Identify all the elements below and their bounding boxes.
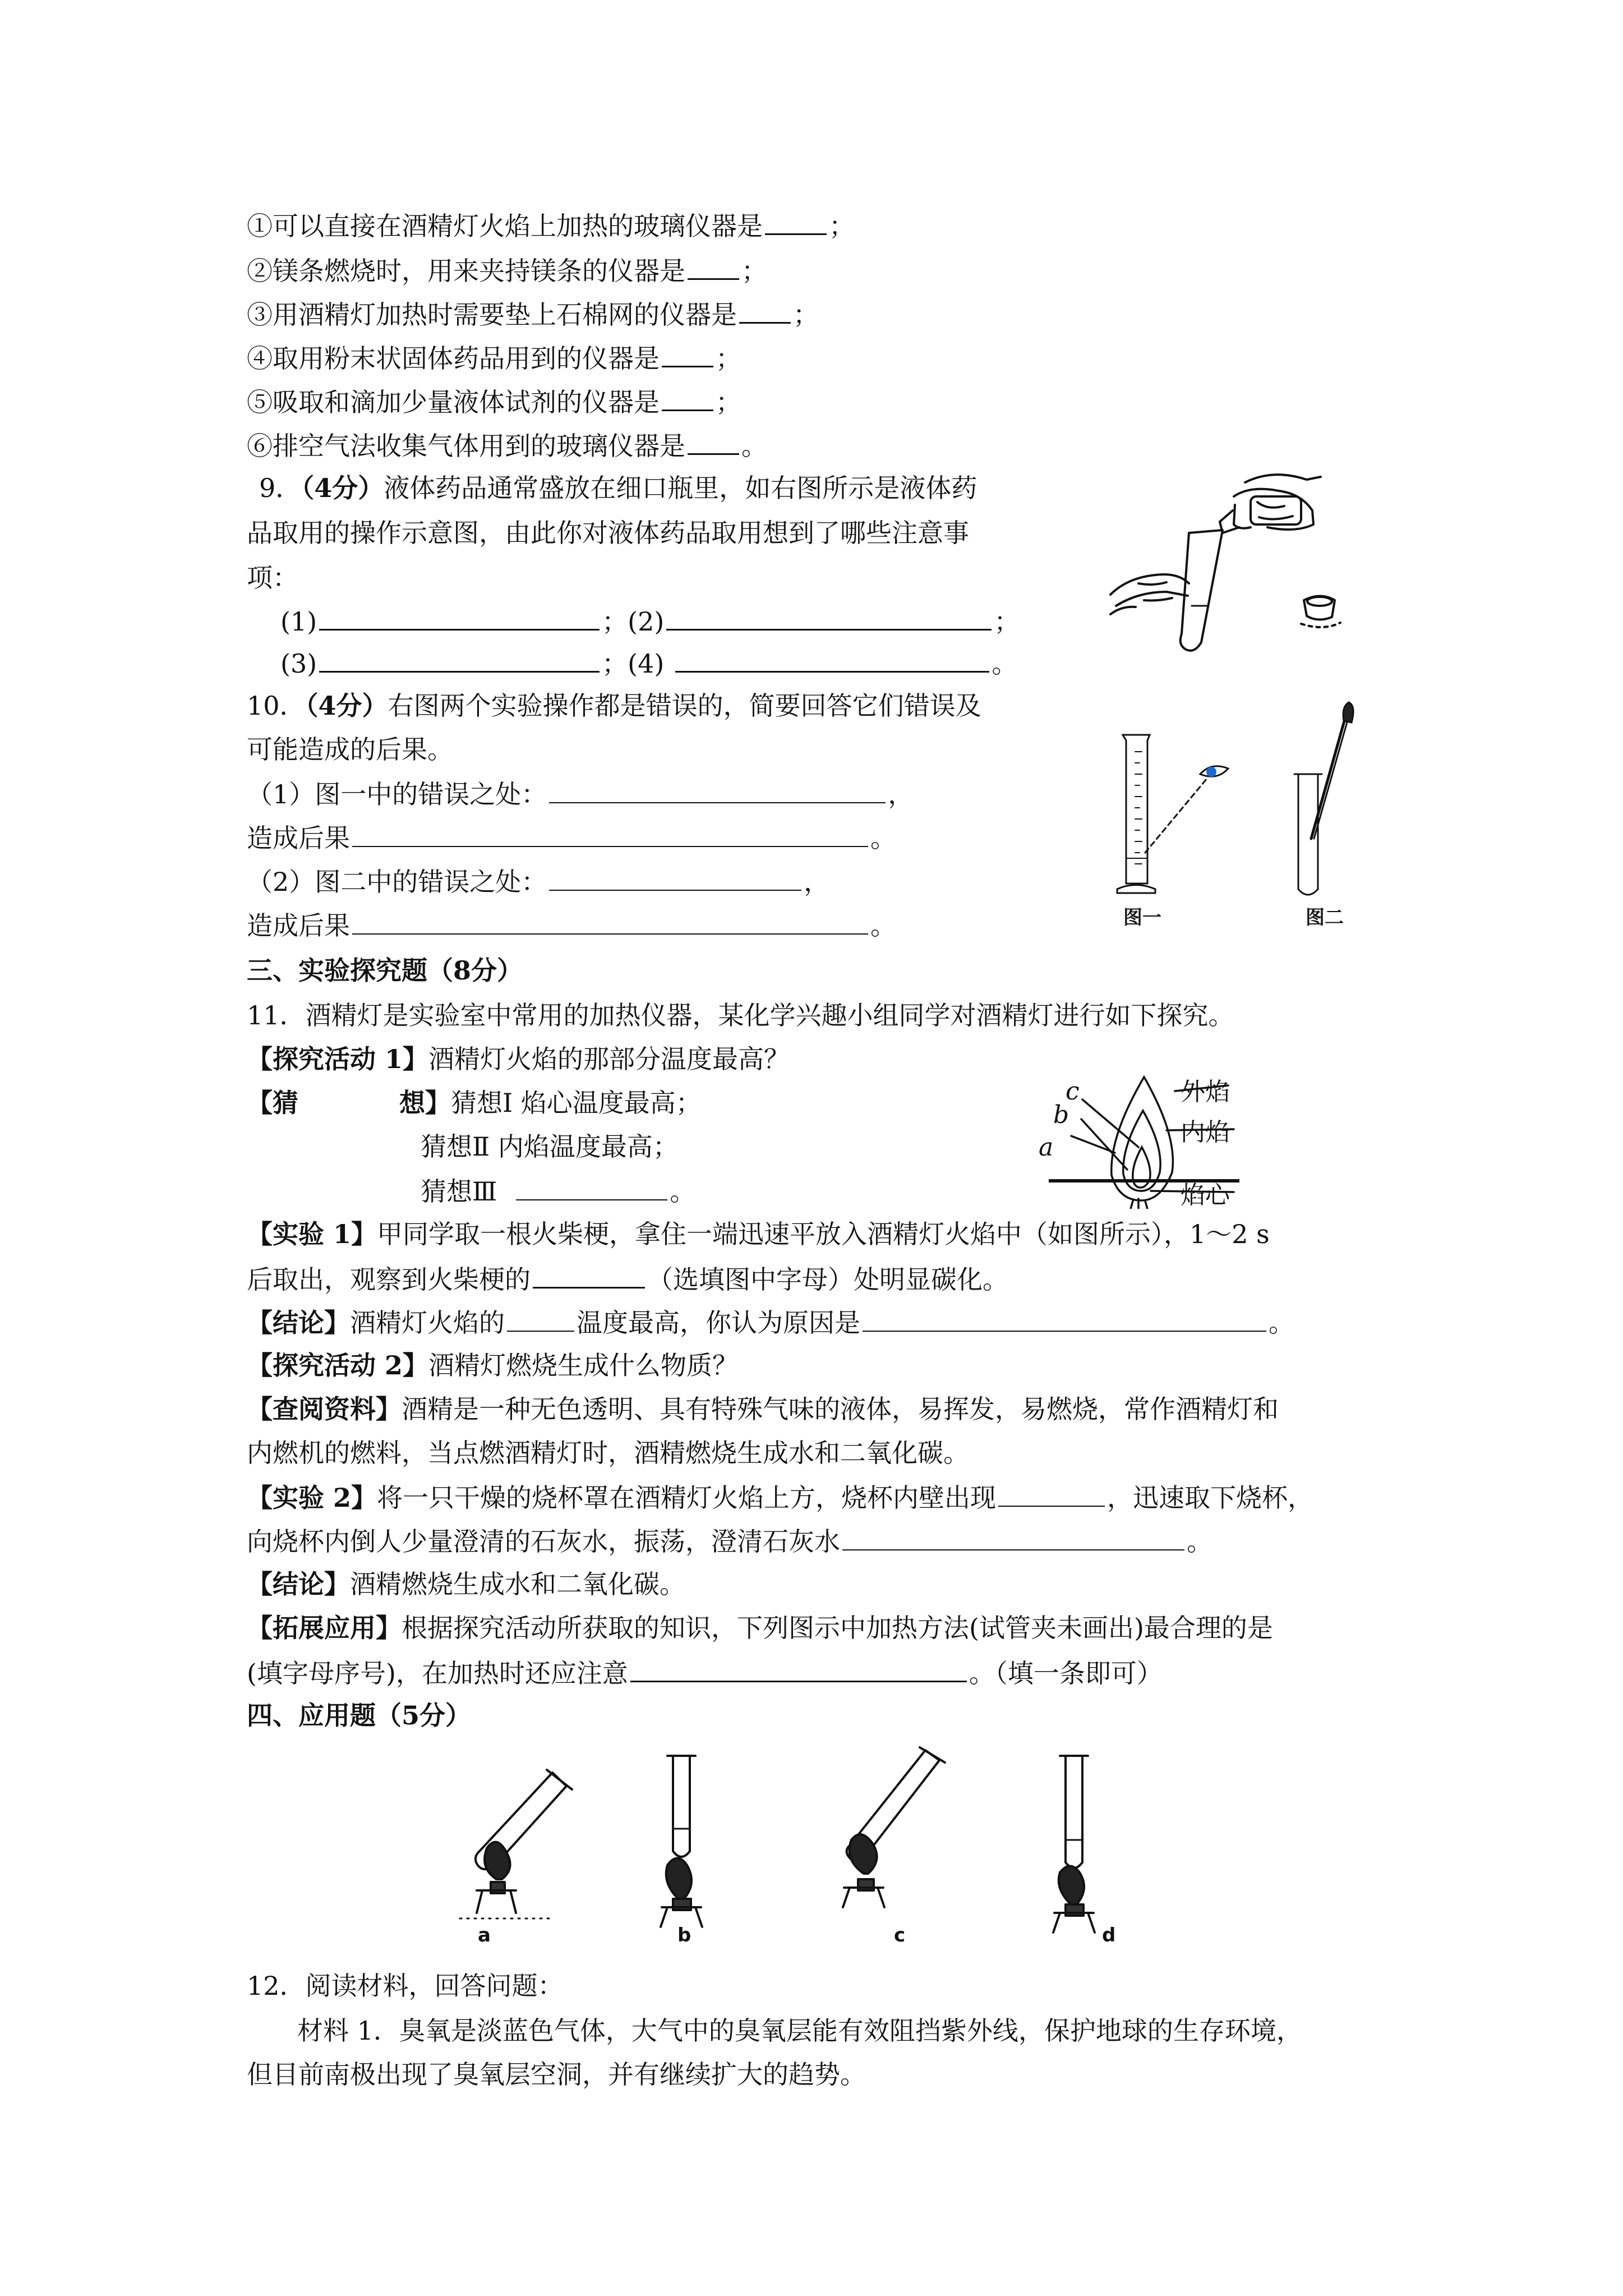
flame-label-outer: 外焰 xyxy=(1181,1078,1230,1106)
answer-blank[interactable] xyxy=(516,1174,667,1200)
q8-item-4: ④取用粉末状固体药品用到的仪器是 ； xyxy=(247,340,741,374)
q9-line-3: 项： xyxy=(247,563,298,593)
section-4-heading: 四、应用题（5分） xyxy=(247,1700,472,1731)
q10-line-1: 10．（4分）右图两个实验操作都是错误的，简要回答它们错误及 xyxy=(247,691,981,721)
q8-item-3: ③用酒精灯加热时需要垫上石棉网的仪器是 ； xyxy=(247,296,819,330)
flame-label-core: 焰心 xyxy=(1181,1181,1230,1209)
flame-label-inner: 内焰 xyxy=(1181,1118,1230,1147)
answer-blank[interactable] xyxy=(352,820,868,847)
answer-blank[interactable] xyxy=(666,603,992,631)
q8-item-5: ⑤吸取和滴加少量液体试剂的仪器是 ； xyxy=(247,384,741,417)
q9-answers-1: (1) ；(2) ； xyxy=(280,603,1020,637)
q11-intro: 11．酒精灯是实验室中常用的加热仪器，某化学兴趣小组同学对酒精灯进行如下探究。 xyxy=(247,1000,1234,1030)
q11-reference-b: 内燃机的燃料，当点燃酒精灯时，酒精燃烧生成水和二氧化碳。 xyxy=(247,1438,969,1468)
q11-guess-2: 猜想Ⅱ 内焰温度最高； xyxy=(421,1131,679,1162)
q11-conclusion-2: 【结论】酒精燃烧生成水和二氧化碳。 xyxy=(247,1569,685,1599)
figure-caption-1: 图一 xyxy=(1123,907,1161,929)
answer-blank[interactable] xyxy=(662,340,713,367)
answer-blank[interactable] xyxy=(549,776,886,803)
q11-experiment-2b: 向烧杯内倒人少量澄清的石灰水，振荡，澄清石灰水 。 xyxy=(247,1524,1212,1557)
answer-blank[interactable] xyxy=(549,864,801,891)
measuring-cylinder-figures xyxy=(1110,696,1357,898)
q12-title: 12．阅读材料，回答问题： xyxy=(247,1971,564,2001)
q9-line-2: 品取用的操作示意图，由此你对液体药品取用想到了哪些注意事 xyxy=(247,518,969,548)
q12-material-1b: 但目前南极出现了臭氧层空洞，并有继续扩大的趋势。 xyxy=(247,2059,866,2090)
q11-activity-1: 【探究活动 1】酒精灯火焰的那部分温度最高？ xyxy=(247,1044,790,1074)
answer-blank[interactable] xyxy=(507,1305,574,1332)
q11-extension-b: (填字母序号)，在加热时还应注意 。（填一条即可） xyxy=(247,1655,1163,1688)
answer-blank[interactable] xyxy=(842,1524,1184,1550)
q11-experiment-2a: 【实验 2】将一只干燥的烧杯罩在酒精灯火焰上方，烧杯内壁出现 ，迅速取下烧杯， xyxy=(247,1480,1313,1513)
q11-reference-a: 【查阅资料】酒精是一种无色透明、具有特殊气味的液体，易挥发，易燃烧，常作酒精灯和 xyxy=(247,1394,1279,1424)
q11-experiment-1a: 【实验 1】甲同学取一根火柴梗，拿住一端迅速平放入酒精灯火焰中（如图所示），1～2 s xyxy=(247,1219,1270,1249)
q10-effect-1: 造成后果 。 xyxy=(247,820,896,854)
q8-item-1: ①可以直接在酒精灯火焰上加热的玻璃仪器是 ； xyxy=(247,208,855,241)
answer-blank[interactable] xyxy=(630,1655,967,1682)
answer-blank[interactable] xyxy=(675,645,989,673)
q9-answers-2: (3) ；(4) 。 xyxy=(280,645,1017,679)
q11-conclusion-1: 【结论】酒精灯火焰的 温度最高，你认为原因是 。 xyxy=(247,1305,1294,1338)
test-tube-heating-figure xyxy=(432,1739,1172,1952)
answer-blank[interactable] xyxy=(319,603,600,631)
q11-extension-a: 【拓展应用】根据探究活动所获取的知识，下列图示中加热方法(试管夹未画出)最合理的是 xyxy=(247,1613,1273,1643)
answer-blank[interactable] xyxy=(319,645,600,673)
flame-letter-a: a xyxy=(1039,1133,1054,1162)
tube-label-c: c xyxy=(894,1924,906,1947)
tube-label-a: a xyxy=(478,1924,491,1947)
answer-blank[interactable] xyxy=(863,1305,1266,1332)
q10-effect-2: 造成后果 。 xyxy=(247,908,896,941)
q10-part-1: （1）图一中的错误之处： ， xyxy=(247,776,914,810)
section-3-heading: 三、实验探究题（8分） xyxy=(247,955,523,986)
flame-letter-c: c xyxy=(1066,1077,1080,1106)
q11-experiment-1b: 后取出，观察到火柴梗的 （选填图中字母）处明显碳化。 xyxy=(247,1261,1008,1295)
answer-blank[interactable] xyxy=(533,1261,645,1289)
q11-activity-2: 【探究活动 2】酒精灯燃烧生成什么物质？ xyxy=(247,1350,739,1381)
q10-part-2: （2）图二中的错误之处： ， xyxy=(247,864,829,898)
q8-item-2: ②镁条燃烧时，用来夹持镁条的仪器是 ； xyxy=(247,252,767,286)
flame-letter-b: b xyxy=(1053,1101,1069,1129)
tube-label-b: b xyxy=(677,1924,691,1947)
pouring-liquid-figure xyxy=(1105,471,1363,656)
answer-blank[interactable] xyxy=(688,252,739,280)
answer-blank[interactable] xyxy=(352,908,868,935)
q8-item-6: ⑥排空气法收集气体用到的玻璃仪器是 。 xyxy=(247,427,767,461)
tube-label-d: d xyxy=(1102,1924,1116,1947)
answer-blank[interactable] xyxy=(739,296,791,324)
q11-guess-1: 【猜 想】猜想Ⅰ 焰心温度最高； xyxy=(247,1088,702,1118)
answer-blank[interactable] xyxy=(662,384,713,411)
q10-line-2: 可能造成的后果。 xyxy=(247,734,453,765)
answer-blank[interactable] xyxy=(998,1480,1105,1507)
q12-material-1a: 材料 1．臭氧是淡蓝色气体，大气中的臭氧层能有效阻挡紫外线，保护地球的生存环境， xyxy=(297,2016,1302,2046)
answer-blank[interactable] xyxy=(765,208,827,235)
q11-guess-3: 猜想Ⅲ 。 xyxy=(421,1174,695,1207)
answer-blank[interactable] xyxy=(688,427,739,455)
q9-line-1: 9．（4分）液体药品通常盛放在细口瓶里，如右图所示是液体药 xyxy=(259,473,978,503)
figure-caption-2: 图二 xyxy=(1306,907,1344,929)
